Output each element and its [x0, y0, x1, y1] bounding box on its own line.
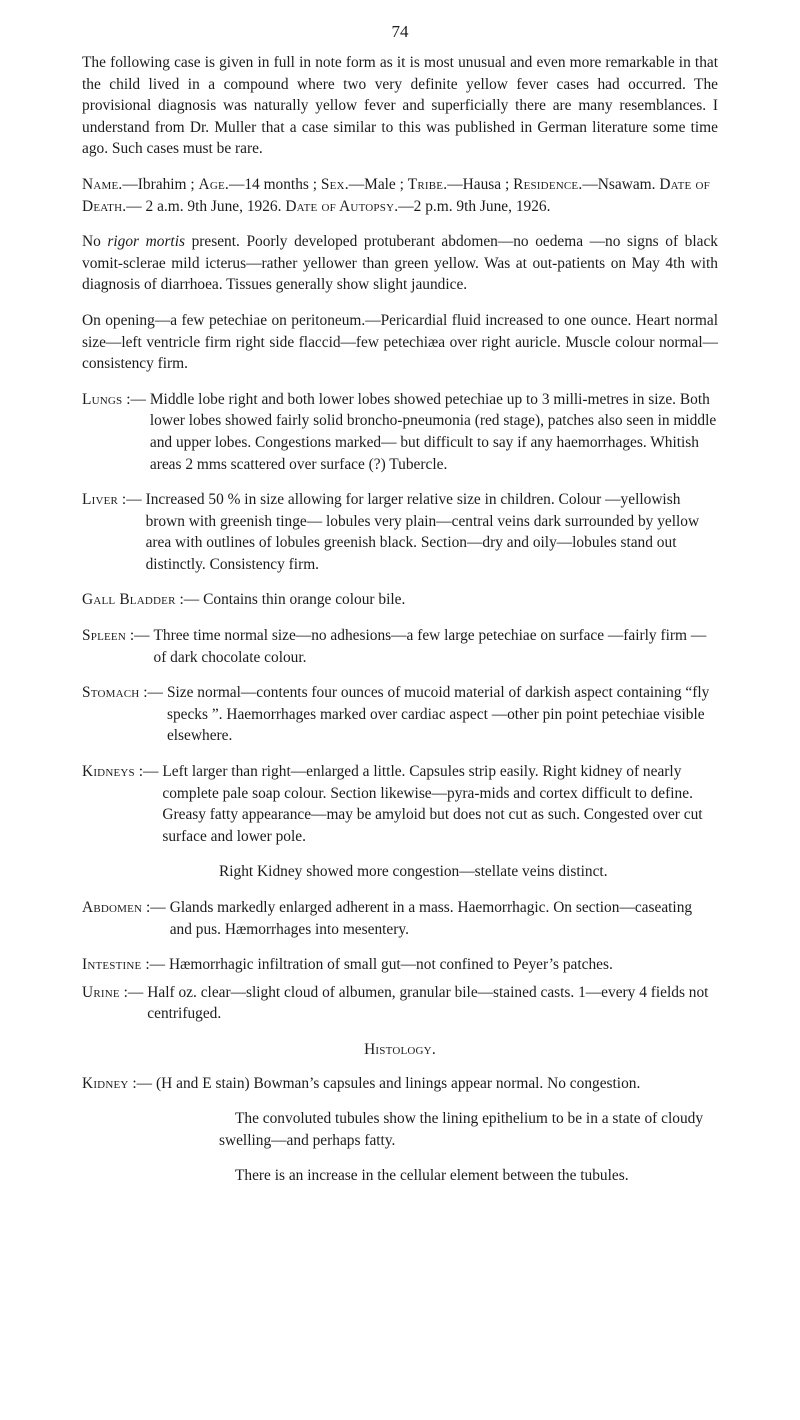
finding-intestine — [82, 954, 718, 976]
death-value: — 2 a.m. 9th June, 1926. — [126, 197, 282, 215]
case-particulars — [82, 174, 718, 217]
name-label: Name. — [82, 175, 123, 193]
finding-sep: :— — [134, 763, 159, 781]
rigor-paragraph — [82, 231, 718, 296]
cellular-increase-paragraph: There is an increase in the cellular element between the tubules. — [235, 1167, 629, 1185]
rigor-post: present. Poorly developed protuberant abdomen—no oedema —no signs of black vomit-sclerae mild icterus—rather yellower than green yellow. Was at out-patients on May 4th with diagnosis of diarrhoea. Tissues generally show slight jaundice. — [82, 233, 718, 294]
finding-kidneys — [82, 761, 718, 847]
finding-label: Kidneys — [82, 763, 135, 781]
finding-liver — [82, 489, 718, 575]
finding-label: Intestine — [82, 956, 142, 974]
age-value: —14 months ; — [228, 175, 318, 193]
finding-text: Middle lobe right and both lower lobes showed petechiae up to 3 milli-metres in size. Both lower lobes showed fairly solid broncho-pneumonia (red stage), patches also seen in middle and upper lobes. Congestions marked— but difficult to say if any haemorrhages. Whitish areas 2 mms scattered over surface (?) Tubercle. — [149, 390, 717, 473]
sex-value: —Male ; — [348, 175, 404, 193]
finding-label: Urine — [82, 983, 120, 1001]
finding-text: Glands markedly enlarged adherent in a mass. Haemorrhagic. On section—caseating and pus. Hæmorrhages into mesentery. — [169, 899, 693, 938]
autopsy-value: —2 p.m. 9th June, 1926. — [398, 197, 551, 215]
residence-value: —Nsawam. — [582, 175, 656, 193]
finding-text: Contains thin orange colour bile. — [203, 591, 406, 609]
page-number: 74 — [391, 22, 409, 41]
finding-sep: :— — [119, 983, 144, 1001]
finding-label: Stomach — [82, 684, 140, 702]
finding-urine — [82, 982, 718, 1025]
finding-text: Hæmorrhagic infiltration of small gut—not confined to Peyer’s patches. — [169, 956, 613, 974]
finding-sep: :— — [125, 627, 150, 645]
name-value: —Ibrahim ; — [122, 175, 195, 193]
finding-text: Size normal—contents four ounces of mucoid material of darkish aspect containing “fly specks ”. Haemorrhages marked over cardiac aspect —other pin point petechiae visible elsewhere. — [166, 684, 710, 745]
finding-spleen — [82, 625, 718, 668]
finding-sep: :— — [118, 491, 142, 509]
finding-sep: :— — [122, 390, 146, 408]
finding-text: Half oz. clear—slight cloud of albumen, granular bile—stained casts. 1—every 4 fields not centrifuged. — [147, 983, 709, 1023]
sex-label: Sex. — [320, 175, 349, 193]
finding-text: (H and E stain) Bowman’s capsules and linings appear normal. No congestion. — [156, 1074, 641, 1092]
finding-label: Spleen — [82, 627, 126, 645]
rigor-pre: No — [82, 233, 108, 251]
finding-text: Three time normal size—no adhesions—a few large petechiae on surface —fairly firm — of dark chocolate colour. — [153, 627, 707, 666]
finding-text: Left larger than right—enlarged a little. Capsules strip easily. Right kidney of nearly complete pale soap colour. Section likewise—pyra-mids and cortex difficult to define. Greasy fatty appearance—may be amyloid but does not cut as such. Congested over cut surface and lower pole. — [162, 763, 703, 845]
finding-gall-bladder — [82, 589, 718, 611]
finding-sep: :— — [128, 1074, 153, 1092]
document-body — [82, 52, 718, 1201]
finding-kidney-histology — [82, 1073, 718, 1095]
finding-abdomen — [82, 897, 718, 940]
rigor-italic: rigor mortis — [107, 233, 185, 251]
finding-sep: :— — [141, 956, 165, 974]
tribe-value: —Hausa ; — [447, 175, 510, 193]
histology-heading: Histology. — [364, 1040, 436, 1058]
finding-sep: :— — [175, 591, 200, 609]
finding-label: Abdomen — [82, 899, 143, 916]
residence-label: Residence. — [513, 175, 583, 193]
autopsy-label: Date of Autopsy. — [285, 197, 399, 215]
tribe-label: Tribe. — [407, 175, 448, 193]
finding-label: Liver — [82, 491, 119, 509]
right-kidney-note: Right Kidney showed more congestion—stellate veins distinct. — [219, 863, 608, 881]
age-label: Age. — [198, 175, 229, 193]
finding-label: Lungs — [82, 390, 123, 408]
convoluted-tubules-paragraph: The convoluted tubules show the lining epithelium to be in a state of cloudy swelling—and perhaps fatty. — [219, 1110, 704, 1149]
finding-label: Kidney — [82, 1074, 129, 1092]
finding-label: Gall Bladder — [82, 591, 176, 609]
finding-text: Increased 50 % in size allowing for larger relative size in children. Colour —yellowish brown with greenish tinge— lobules very plain—central veins dark surrounded by yellow area with outlines of lobules greenish black. Section—dry and oily—lobules stand out distinctly. Consistency firm. — [145, 491, 700, 573]
death-label: Date of Death. — [82, 175, 710, 215]
opening-paragraph: On opening—a few petechiae on peritoneum.—Pericardial fluid increased to one ounce. Heart normal size—left ventricle firm right side flaccid—few petechiæa over right auricle. Muscle colour normal—consistency firm. — [82, 311, 718, 373]
intro-paragraph: The following case is given in full in note form as it is most unusual and even more remarkable in that the child lived in a compound where two very definite yellow fever cases had occurred. The provisional diagnosis was naturally yellow fever and superficially there are many resemblances. I understand from Dr. Muller that a case similar to this was published in German literature some time ago. Such cases must be rare. — [82, 54, 718, 158]
finding-stomach — [82, 682, 718, 747]
finding-sep: :— — [139, 684, 163, 702]
finding-lungs — [82, 389, 718, 475]
finding-sep: :— — [142, 899, 166, 916]
